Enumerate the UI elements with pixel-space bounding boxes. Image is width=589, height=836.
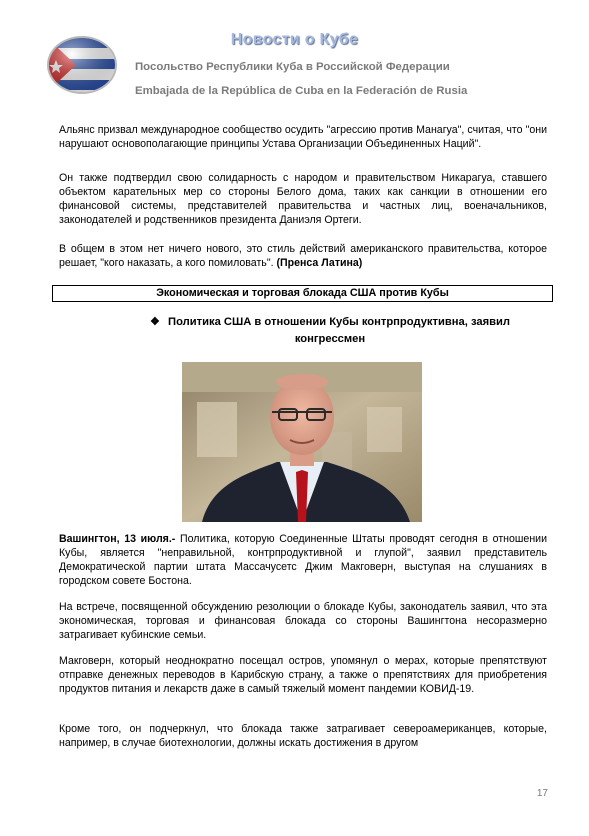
paragraph-conclusion: [59, 242, 547, 270]
paragraph-alliance: Альянс призвал международное сообщество осудить "агрессию против Манагуа", считая, что "они нарушают основополагающие принципы Устава Организации Объединенных Наций".: [59, 124, 547, 151]
newsletter-title: Новости о Кубе: [230, 31, 359, 48]
conclusion-text: В общем в этом нет ничего нового, это стиль действий американского правительства, которое решает, "кого наказать, а кого помиловать".: [59, 243, 547, 270]
paragraph-solidarity: Он также подтвердил свою солидарность с народом и правительством Никарагуа, ставшего объектом карательных мер со стороны Белого дома, таких как санкции в отношении его финансовой системы, представителей правительства и частных лиц, военачальников, законодателей и родственников президента Даниэля Ортеги.: [59, 172, 547, 227]
diamond-bullet-icon: ❖: [150, 316, 161, 328]
section-heading: Экономическая и торговая блокада США против Кубы: [52, 285, 553, 302]
source-credit: (Пренса Латина): [276, 257, 363, 270]
article-paragraph-3: Макговерн, который неоднократно посещал остров, упомянул о мерах, которые препятствуют отправке денежных переводов в Карибскую страну, а также о препятствиях для приобретения продуктов питания и лекарств даже в самый тяжелый момент пандемии КОВИД-19.: [59, 655, 547, 696]
article-paragraph-2: На встрече, посвященной обсуждению резолюции о блокаде Кубы, законодатель заявил, что эта экономическая, торговая и финансовая блокада со стороны Вашингтона несоразмерно затрагивает кубинские семьи.: [59, 601, 547, 642]
page-number: 17: [536, 788, 548, 799]
dateline: Вашингтон, 13 июля.-: [59, 533, 176, 545]
article-paragraph-1: [59, 532, 547, 588]
embassy-name-russian: Посольство Республики Куба в Российской Федерации: [135, 61, 450, 73]
embassy-name-spanish: Embajada de la República de Cuba en la Federación de Rusia: [135, 85, 468, 97]
portrait-photo: [182, 362, 422, 522]
article-title-text: Политика США в отношении Кубы контрпродуктивна, заявил конгрессмен: [168, 316, 510, 345]
article-paragraph-4: Кроме того, он подчеркнул, что блокада также затрагивает североамериканцев, которые, например, в случае биотехнологии, должны искать достижения в другом: [59, 723, 547, 750]
article-lead-text: Политика, которую Соединенные Штаты проводят сегодня в отношении Кубы, является "неправильной, контрпродуктивной и глупой", заявил представитель Демократической партии штата Массачусетс Джим Макговерн, выступая на слушаниях в городском совете Бостона.: [59, 533, 548, 588]
article-headline: [120, 314, 540, 348]
